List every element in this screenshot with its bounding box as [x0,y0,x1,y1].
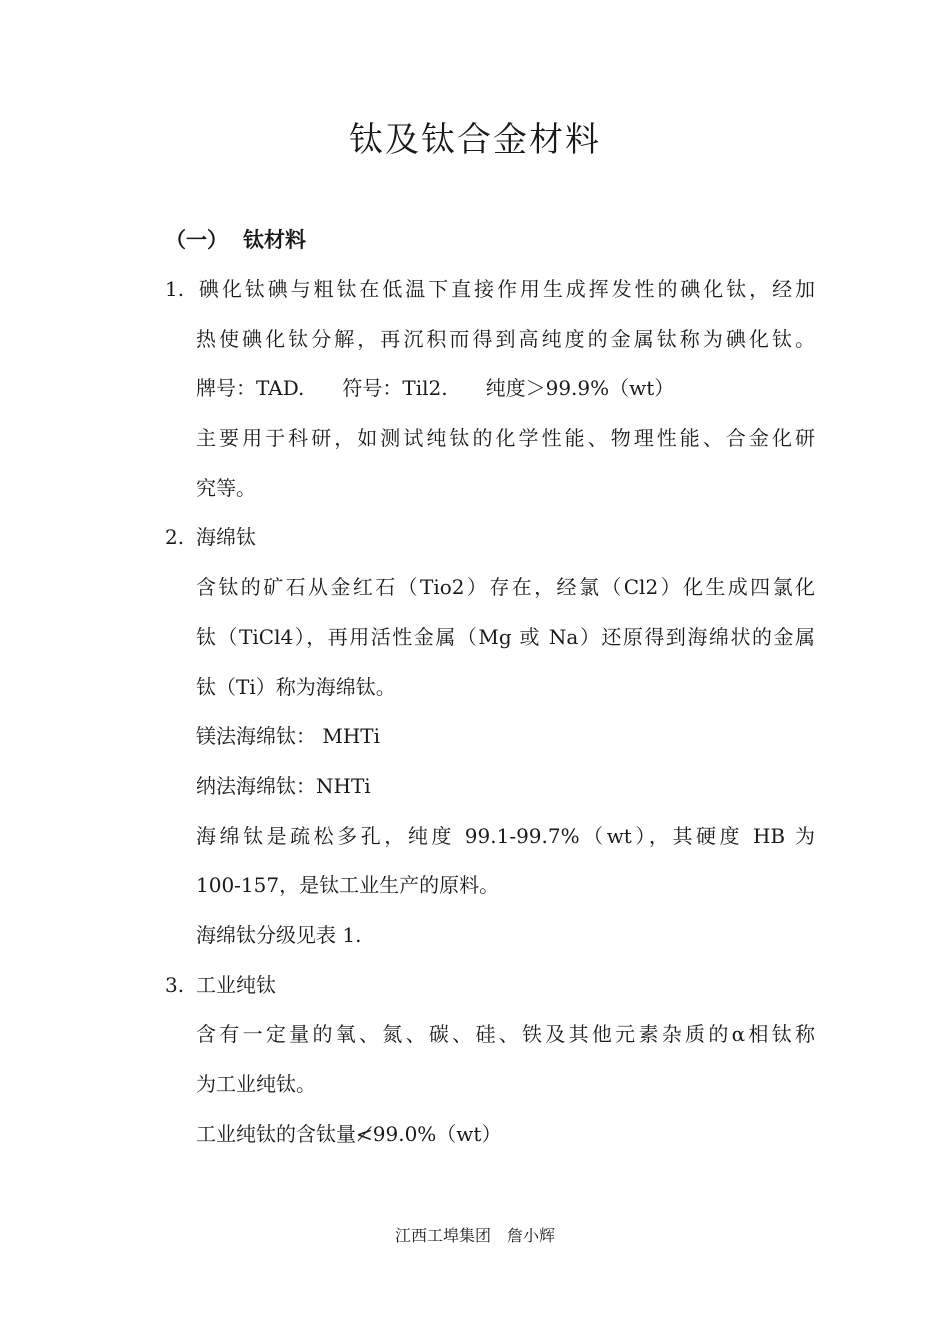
item-3-heading: 3. 工业纯钛 [165,961,815,1011]
item-2-line-1: 含钛的矿石从金红石（Tio2）存在，经氯（Cl2）化生成四氯化 [196,575,815,600]
item-2-line-7: 100-157，是钛工业生产的原料。 [196,873,500,898]
item-3-line-3: 工业纯钛的含钛量≮99.0%（wt） [196,1121,502,1146]
item-2-heading: 2. 海绵钛 [165,513,815,563]
item-number: 1. [165,277,185,301]
section-title: 钛材料 [243,227,306,252]
grade-text: 牌号：TAD. [196,376,305,401]
item-2-line-6: 海绵钛是疏松多孔，纯度 99.1-99.7%（wt），其硬度 HB 为 [196,823,815,848]
footer-company: 江西工埠集团 [394,1226,491,1245]
item-1-usage-1: 主要用于科研，如测试纯钛的化学性能、物理性能、合金化研 [196,426,815,451]
section-heading [165,222,306,258]
document-title: 钛及钛合金材料 [349,120,601,160]
document-body [165,265,815,1159]
item-3-line-2: 为工业纯钛。 [196,1072,316,1096]
page-footer [0,1222,950,1250]
symbol-text: 符号：Til2. [342,376,448,401]
item-number: 3. [165,972,185,997]
item-2-line-8: 海绵钛分级见表 1. [196,922,362,947]
item-2-line-4: 镁法海绵钛： MHTi [196,724,381,749]
purity-text: 纯度＞99.9%（wt） [485,376,675,401]
item-3-line-1: 含有一定量的氧、氮、碳、硅、铁及其他元素杂质的α相钛称 [196,1022,815,1047]
footer-author: 詹小辉 [507,1226,556,1245]
item-1-usage-2: 究等。 [196,475,256,500]
item-1-line-1: 1. 碘化钛碘与粗钛在低温下直接作用生成挥发性的碘化钛，经加 [165,265,815,315]
item-2-line-3: 钛（Ti）称为海绵钛。 [196,674,396,699]
item-1-line-2: 热使碘化钛分解，再沉积而得到高纯度的金属钛称为碘化钛。 [196,326,815,351]
section-number: （一） [165,227,228,252]
item-2-line-5: 纳法海绵钛：NHTi [196,773,371,798]
item-1-spec [165,364,815,414]
item-2-line-2: 钛（TiCl4），再用活性金属（Mg 或 Na）还原得到海绵状的金属 [196,624,815,649]
item-number: 2. [165,525,185,550]
